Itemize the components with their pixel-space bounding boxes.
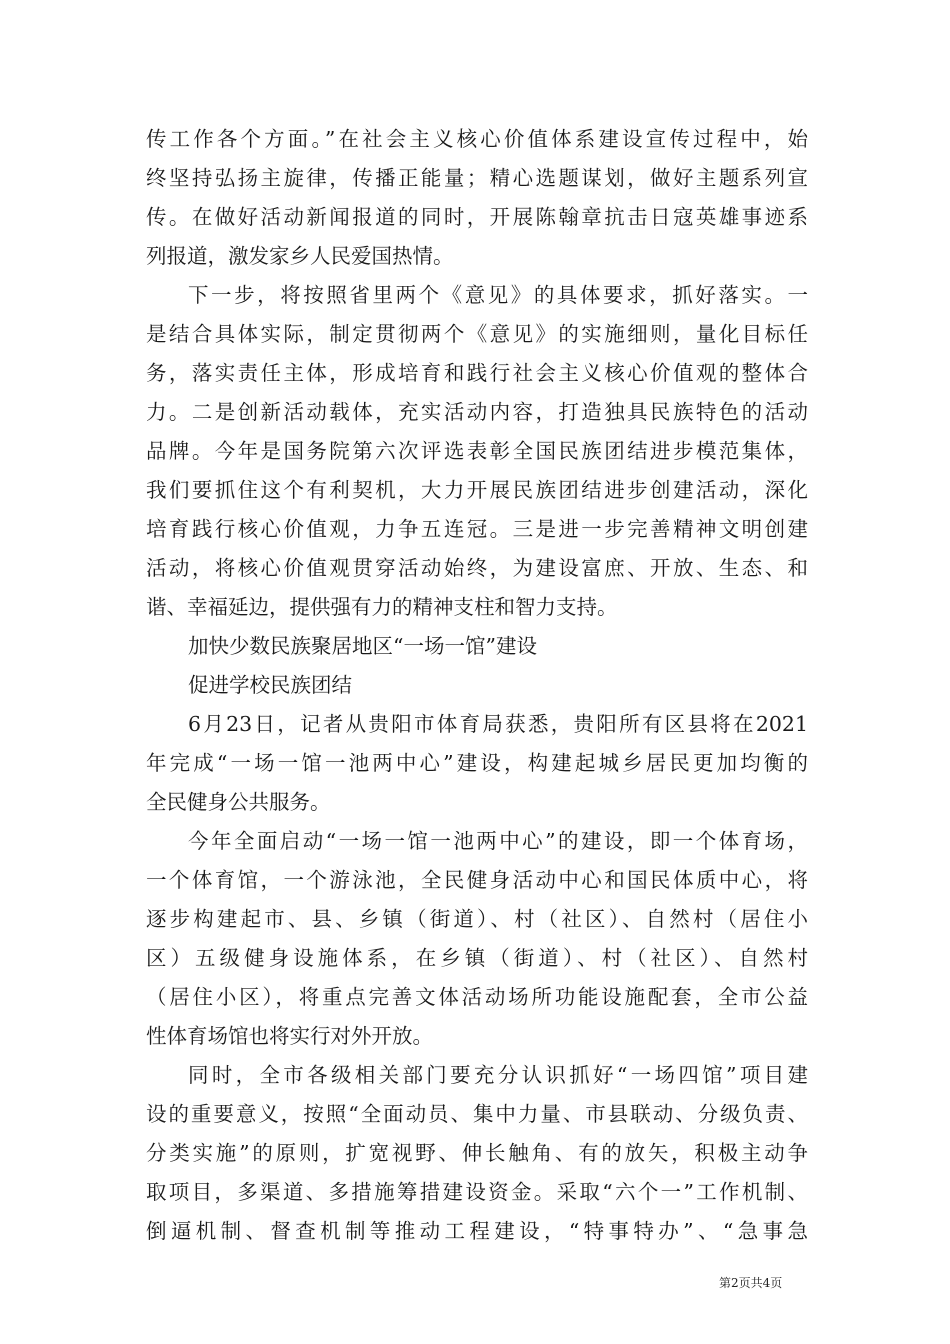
section-subheading: 促进学校民族团结 [188,673,352,697]
text-line: 倒逼机制、督查机制等推动工程建设，“特事特办”、“急事急 [146,1219,808,1243]
text-line: 培育践行核心价值观，力争五连冠。三是进一步完善精神文明创建 [146,517,808,541]
text-line: 设的重要意义，按照“全面动员、集中力量、市县联动、分级负责、 [146,1102,808,1126]
text-line: 取项目，多渠道、多措施筹措建设资金。采取“六个一”工作机制、 [146,1180,808,1204]
section-heading: 加快少数民族聚居地区“一场一馆”建设 [188,634,537,658]
text-line: 6月23日，记者从贵阳市体育局获悉，贵阳所有区县将在2021 [188,712,808,736]
text-line: 务，落实责任主体，形成培育和践行社会主义核心价值观的整体合 [146,361,808,385]
text-line: 下一步，将按照省里两个《意见》的具体要求，抓好落实。一 [188,283,808,307]
text-line: 我们要抓住这个有利契机，大力开展民族团结进步创建活动，深化 [146,478,808,502]
text-line: 性体育场馆也将实行对外开放。 [146,1024,433,1048]
text-line: 区）五级健身设施体系，在乡镇（街道）、村（社区）、自然村 [146,946,808,970]
text-line: 品牌。今年是国务院第六次评选表彰全国民族团结进步模范集体， [146,439,808,463]
text-line: 终坚持弘扬主旋律，传播正能量；精心选题谋划，做好主题系列宣 [146,166,808,190]
text-line: 列报道，激发家乡人民爱国热情。 [146,244,454,268]
text-line: 今年全面启动“一场一馆一池两中心”的建设，即一个体育场， [188,829,808,853]
text-line: 逐步构建起市、县、乡镇（街道）、村（社区）、自然村（居住小 [146,907,808,931]
text-line: 同时，全市各级相关部门要充分认识抓好“一场四馆”项目建 [188,1063,808,1087]
text-line: 传工作各个方面。”在社会主义核心价值体系建设宣传过程中，始 [146,127,808,151]
text-line: 传。在做好活动新闻报道的同时，开展陈翰章抗击日寇英雄事迹系 [146,205,808,229]
text-line: 谐、幸福延边，提供强有力的精神支柱和智力支持。 [146,595,618,619]
text-line: 全民健身公共服务。 [146,790,331,814]
document-body [146,120,808,1251]
text-line: 力。二是创新活动载体，充实活动内容，打造独具民族特色的活动 [146,400,808,424]
text-line: 活动，将核心价值观贯穿活动始终，为建设富庶、开放、生态、和 [146,556,808,580]
text-line: （居住小区），将重点完善文体活动场所功能设施配套，全市公益 [146,985,808,1009]
text-line: 分类实施”的原则，扩宽视野、伸长触角、有的放矢，积极主动争 [146,1141,808,1165]
text-line: 年完成“一场一馆一池两中心”建设，构建起城乡居民更加均衡的 [146,751,808,775]
text-line: 一个体育馆，一个游泳池，全民健身活动中心和国民体质中心，将 [146,868,808,892]
text-line: 是结合具体实际，制定贯彻两个《意见》的实施细则，量化目标任 [146,322,808,346]
page-number: 第2页共4页 [719,1276,783,1290]
